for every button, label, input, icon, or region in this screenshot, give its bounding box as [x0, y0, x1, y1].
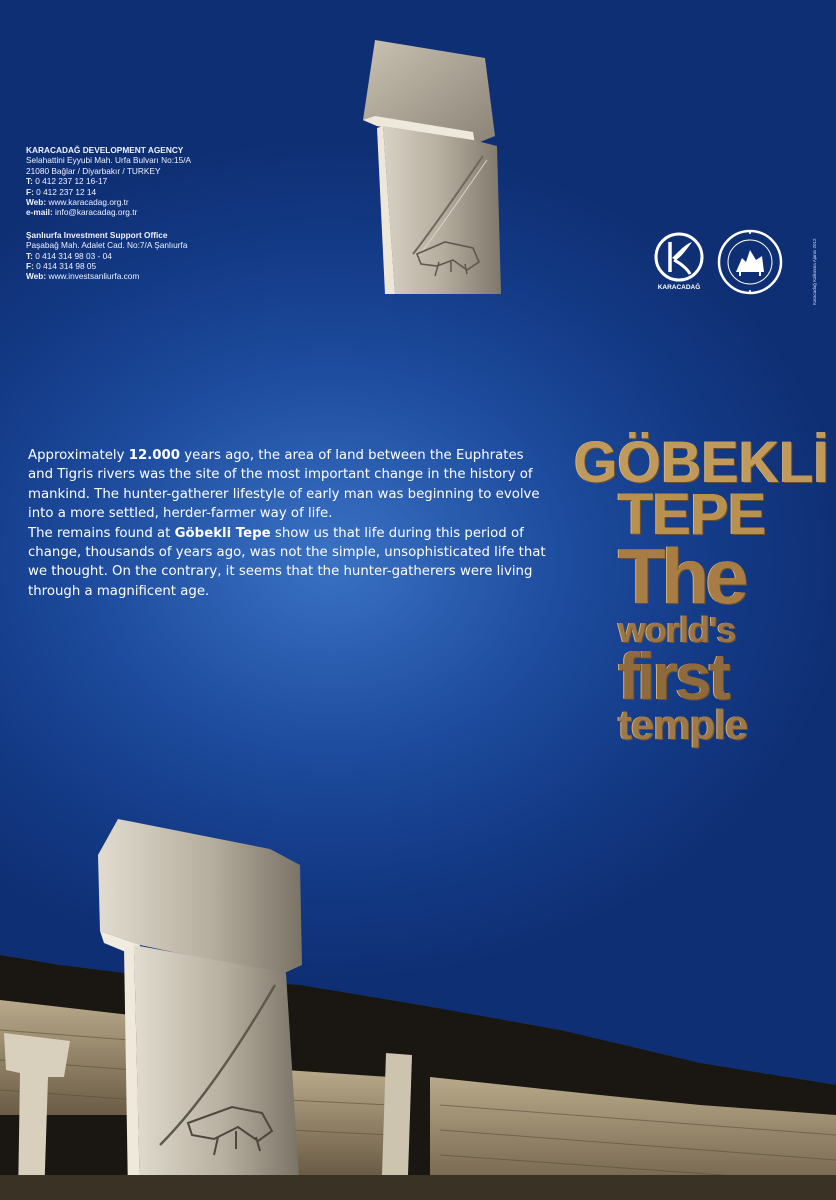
agency-address-line2: 21080 Bağlar / Diyarbakır / TURKEY — [26, 165, 161, 176]
office-fax — [26, 261, 266, 271]
karacadag-logo-label: KARACADAĞ — [657, 284, 701, 291]
excavation-site-image — [0, 815, 836, 1200]
title-line-first: first — [618, 638, 728, 713]
title-line-tepe: TEPE — [618, 481, 766, 547]
intro-text — [28, 446, 548, 601]
agency-web-label: Web: — [26, 197, 47, 208]
intro-p2-b: Göbekli Tepe — [174, 525, 271, 541]
title-line-gobekli: GÖBEKLİ — [574, 428, 830, 495]
office-web-label: Web: — [26, 271, 47, 282]
archaeology-institute-seal-icon — [716, 228, 784, 296]
agency-email-label: e-mail: — [26, 207, 53, 218]
agency-email — [26, 207, 266, 217]
logos-area — [648, 228, 788, 298]
agency-phone-label: T: — [26, 176, 33, 187]
agency-email-link[interactable]: info@karacadag.org.tr — [52, 207, 138, 218]
intro-p1-a: Approximately — [28, 448, 129, 463]
karacadag-icon — [652, 230, 706, 284]
intro-p1-b: 12.000 — [128, 448, 181, 463]
agency-web — [26, 197, 266, 207]
poster-title — [574, 428, 830, 749]
office-name: Şanlıurfa Investment Support Office — [26, 229, 168, 240]
agency-phone — [26, 176, 266, 186]
vertical-credit-text: Karacadağ Kalkınma Ajansı 2012 — [812, 238, 817, 305]
title-line-worlds: world's — [618, 608, 736, 650]
office-web-link[interactable]: www.investsanliurfa.com — [46, 271, 140, 282]
agency-fax-value: 0 412 237 12 14 — [33, 186, 97, 197]
contact-info — [26, 145, 266, 282]
office-web — [26, 271, 266, 281]
intro-p2-c: show us that life during this period of change, thousands of years ago, was not the simple, unsophisticated life that we thought. On the contrary, it seems that the hunter-gatherers were living through a magnificent age. — [28, 525, 546, 599]
title-line-temple: temple — [618, 701, 748, 749]
archaeology-institute-logo[interactable] — [716, 228, 784, 296]
title-line-the: The — [618, 531, 745, 620]
agency-web-link[interactable]: www.karacadag.org.tr — [46, 197, 129, 208]
office-address: Paşabağ Mah. Adalet Cad. No:7/A Şanlıurfa — [26, 240, 188, 251]
agency-phone-value: 0 412 237 12 16-17 — [32, 176, 108, 187]
office-phone-value: 0 414 314 98 03 - 04 — [32, 250, 112, 261]
intro-p1-c: years ago, the area of land between the Euphrates and Tigris rivers was the site of the most important change in the history of mankind. The hunter-gatherer lifestyle of early man was beginning to evolve into a more settled, herder-farmer way of life. — [28, 448, 540, 522]
agency-fax-label: F: — [26, 186, 34, 197]
office-fax-label: F: — [26, 261, 34, 272]
karacadag-logo[interactable] — [652, 230, 706, 296]
intro-p2-a: The remains found at — [28, 525, 175, 541]
top-pillar-image — [355, 36, 505, 296]
agency-fax — [26, 187, 266, 197]
office-phone-label: T: — [26, 250, 33, 261]
agency-address-line1: Selahattini Eyyubi Mah. Urfa Bulvarı No:15/A — [26, 155, 192, 166]
agency-name: KARACADAĞ DEVELOPMENT AGENCY — [26, 145, 184, 155]
office-fax-value: 0 414 314 98 05 — [33, 261, 97, 272]
office-phone — [26, 251, 266, 261]
